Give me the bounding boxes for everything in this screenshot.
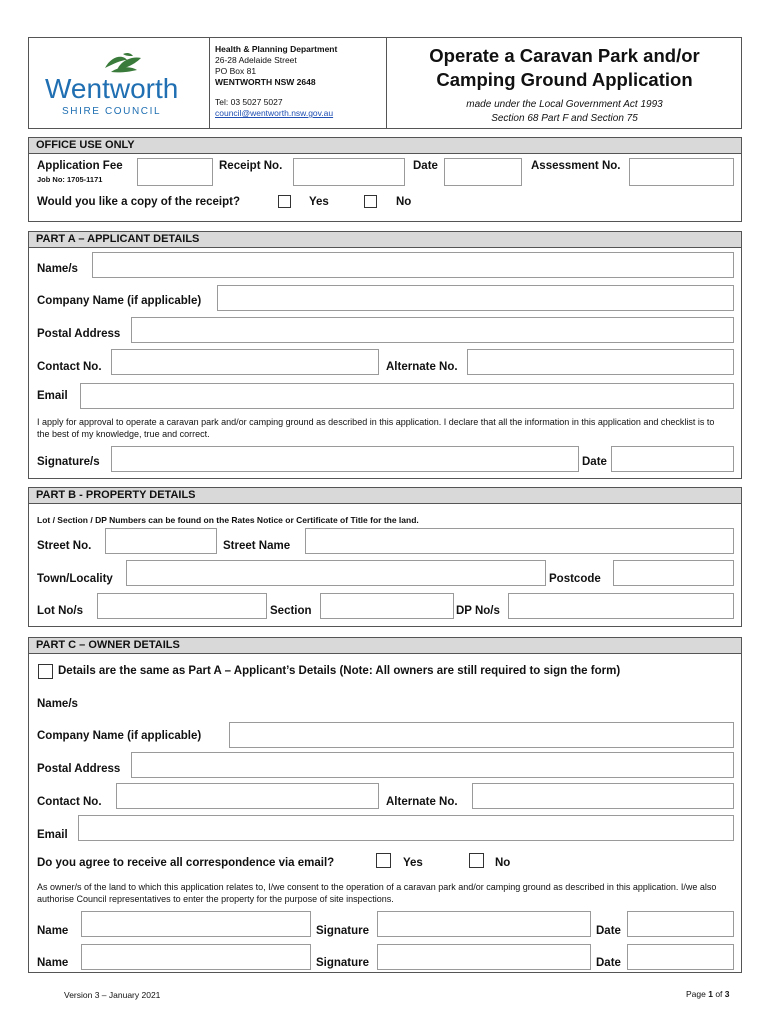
applicant-names-field[interactable] (92, 252, 734, 278)
application-fee-field[interactable] (137, 158, 213, 186)
subtitle-line-2: Section 68 Part F and Section 75 (491, 113, 638, 124)
applicant-alternate-field[interactable] (467, 349, 734, 375)
page-number (686, 989, 730, 999)
part-c-section (28, 637, 742, 973)
town-label: Town/Locality (37, 573, 113, 585)
applicant-postal-field[interactable] (131, 317, 734, 343)
owner-2-name-label: Name (37, 957, 69, 969)
assessment-no-label: Assessment No. (531, 160, 621, 172)
applicant-names-label: Name/s (37, 263, 78, 275)
street-name-label: Street Name (223, 540, 291, 552)
receipt-no-field[interactable] (293, 158, 405, 186)
logo-subtitle: SHIRE COUNCIL (62, 106, 162, 117)
title-line-1: Operate a Caravan Park and/or (429, 45, 700, 66)
owner-names-label: Name/s (37, 698, 78, 710)
street-no-field[interactable] (105, 528, 217, 554)
correspondence-no-checkbox[interactable] (469, 853, 484, 868)
address-line-2: PO Box 81 (215, 66, 257, 76)
owner-1-signature-label: Signature (316, 925, 370, 937)
owner-email-field[interactable] (78, 815, 734, 841)
owner-1-date-field[interactable] (627, 911, 734, 937)
postcode-field[interactable] (613, 560, 734, 586)
owner-1-name-label: Name (37, 925, 69, 937)
street-name-field[interactable] (305, 528, 734, 554)
part-c-heading: PART C – OWNER DETAILS (29, 638, 741, 654)
correspondence-no-label: No (495, 857, 511, 869)
lot-label: Lot No/s (37, 605, 83, 617)
applicant-email-label: Email (37, 390, 68, 402)
version-footer: Version 3 – January 2021 (64, 990, 161, 1000)
owner-2-date-field[interactable] (627, 944, 734, 970)
lot-field[interactable] (97, 593, 267, 619)
dp-field[interactable] (508, 593, 734, 619)
applicant-contact-label: Contact No. (37, 361, 102, 373)
job-number: Job No: 1705-1171 (37, 175, 103, 184)
owner-email-label: Email (37, 829, 68, 841)
receipt-copy-no-checkbox[interactable] (364, 195, 377, 208)
applicant-signature-label: Signature/s (37, 456, 100, 468)
owner-2-name-field[interactable] (81, 944, 311, 970)
owner-contact-label: Contact No. (37, 796, 102, 808)
office-use-heading: OFFICE USE ONLY (29, 138, 741, 154)
part-a-heading: PART A – APPLICANT DETAILS (29, 232, 741, 248)
owner-2-signature-field[interactable] (377, 944, 591, 970)
title-line-2: Camping Ground Application (436, 69, 693, 90)
owner-company-label: Company Name (if applicable) (37, 730, 202, 742)
postcode-label: Postcode (549, 573, 601, 585)
property-note: Lot / Section / DP Numbers can be found on the Rates Notice or Certificate of Title for the land. (37, 515, 419, 525)
address-line-1: 26-28 Adelaide Street (215, 55, 297, 65)
street-no-label: Street No. (37, 540, 92, 552)
telephone: Tel: 03 5027 5027 (215, 97, 283, 107)
owner-consent: As owner/s of the land to which this application relates to, I/we consent to the operation of a caravan park and/or camping ground as described in this application. I/we also authorise Council representatives to enter the property for the purpose of site inspections. (37, 882, 717, 904)
owner-alternate-field[interactable] (472, 783, 734, 809)
section-field[interactable] (320, 593, 454, 619)
same-as-applicant-checkbox[interactable] (38, 664, 53, 679)
correspondence-yes-checkbox[interactable] (376, 853, 391, 868)
applicant-postal-label: Postal Address (37, 328, 121, 340)
contact-block (215, 44, 337, 119)
applicant-declaration: I apply for approval to operate a caravan park and/or camping ground as described in this application. I declare that all the information in this application and checklist is to the best of my knowledge, true and correct. (37, 417, 715, 439)
office-use-section (28, 137, 742, 222)
applicant-date-field[interactable] (611, 446, 734, 472)
correspondence-yes-label: Yes (403, 857, 423, 869)
applicant-alternate-label: Alternate No. (386, 361, 458, 373)
receipt-copy-yes-checkbox[interactable] (278, 195, 291, 208)
section-label: Section (270, 605, 312, 617)
page-current: 1 (708, 989, 713, 999)
page-total: 3 (724, 989, 730, 999)
receipt-no-label: Receipt No. (219, 160, 283, 172)
applicant-signature-field[interactable] (111, 446, 579, 472)
title-block (387, 44, 742, 126)
correspondence-question: Do you agree to receive all correspondence via email? (37, 857, 335, 869)
logo-panel (29, 38, 210, 128)
same-as-applicant-label: Details are the same as Part A – Applicant’s Details (Note: All owners are still required to sign the form) (58, 665, 621, 677)
department-name: Health & Planning Department (215, 44, 338, 54)
owner-contact-field[interactable] (116, 783, 379, 809)
applicant-contact-field[interactable] (111, 349, 379, 375)
owner-postal-label: Postal Address (37, 763, 121, 775)
receipt-copy-question: Would you like a copy of the receipt? (37, 196, 240, 208)
page-of: of (712, 989, 725, 999)
applicant-company-field[interactable] (217, 285, 734, 311)
applicant-email-field[interactable] (80, 383, 734, 409)
part-b-section (28, 487, 742, 627)
dp-label: DP No/s (456, 605, 500, 617)
owner-postal-field[interactable] (131, 752, 734, 778)
owner-1-date-label: Date (596, 925, 621, 937)
subtitle-line-1: made under the Local Government Act 1993 (466, 99, 663, 110)
part-a-section (28, 231, 742, 479)
page-prefix: Page (686, 989, 709, 999)
owner-1-name-field[interactable] (81, 911, 311, 937)
owner-2-date-label: Date (596, 957, 621, 969)
owner-company-field[interactable] (229, 722, 734, 748)
assessment-no-field[interactable] (629, 158, 734, 186)
application-fee-label: Application Fee (37, 160, 123, 172)
owner-2-signature-label: Signature (316, 957, 370, 969)
logo-wordmark: Wentworth (45, 73, 179, 104)
office-date-label: Date (413, 160, 438, 172)
email-link[interactable]: council@wentworth.nsw.gov.au (215, 108, 334, 118)
owner-1-signature-field[interactable] (377, 911, 591, 937)
receipt-copy-no-label: No (396, 196, 412, 208)
town-field[interactable] (126, 560, 546, 586)
document-header (28, 37, 742, 129)
part-b-heading: PART B - PROPERTY DETAILS (29, 488, 741, 504)
office-date-field[interactable] (444, 158, 522, 186)
applicant-company-label: Company Name (if applicable) (37, 295, 202, 307)
applicant-date-label: Date (582, 456, 607, 468)
owner-alternate-label: Alternate No. (386, 796, 458, 808)
address-line-3: WENTWORTH NSW 2648 (215, 77, 316, 87)
receipt-copy-yes-label: Yes (309, 196, 329, 208)
